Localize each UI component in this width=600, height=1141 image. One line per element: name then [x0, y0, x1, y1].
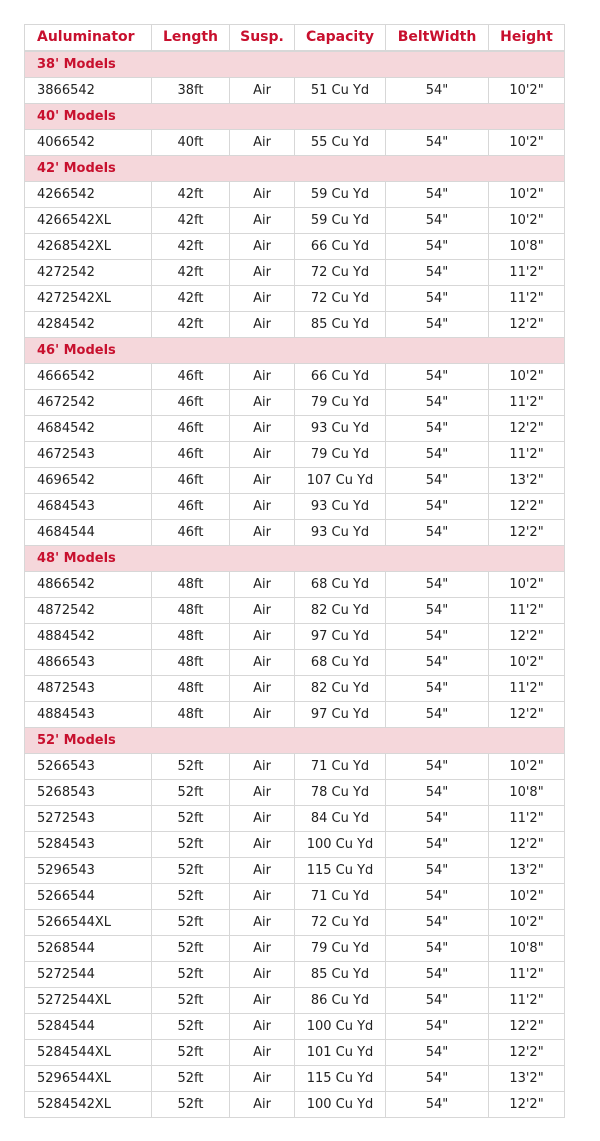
belt-width-cell: 54" [386, 650, 489, 676]
suspension-cell: Air [230, 1092, 295, 1118]
header-length: Length [152, 25, 230, 52]
model-cell: 5284543 [25, 832, 152, 858]
capacity-cell: 107 Cu Yd [295, 468, 386, 494]
belt-width-cell: 54" [386, 624, 489, 650]
belt-width-cell: 54" [386, 988, 489, 1014]
height-cell: 10'8" [489, 780, 565, 806]
height-cell: 11'2" [489, 442, 565, 468]
model-cell: 4272542 [25, 260, 152, 286]
height-cell: 12'2" [489, 832, 565, 858]
model-cell: 4268542XL [25, 234, 152, 260]
belt-width-cell: 54" [386, 78, 489, 104]
capacity-cell: 100 Cu Yd [295, 1014, 386, 1040]
length-cell: 42ft [152, 286, 230, 312]
length-cell: 46ft [152, 494, 230, 520]
table-row [25, 442, 565, 468]
belt-width-cell: 54" [386, 832, 489, 858]
length-cell: 52ft [152, 910, 230, 936]
capacity-cell: 72 Cu Yd [295, 286, 386, 312]
length-cell: 42ft [152, 312, 230, 338]
height-cell: 10'2" [489, 364, 565, 390]
belt-width-cell: 54" [386, 182, 489, 208]
capacity-cell: 115 Cu Yd [295, 858, 386, 884]
table-row [25, 754, 565, 780]
table-row [25, 1014, 565, 1040]
suspension-cell: Air [230, 572, 295, 598]
capacity-cell: 85 Cu Yd [295, 962, 386, 988]
model-cell: 4866543 [25, 650, 152, 676]
length-cell: 38ft [152, 78, 230, 104]
belt-width-cell: 54" [386, 416, 489, 442]
length-cell: 46ft [152, 416, 230, 442]
suspension-cell: Air [230, 260, 295, 286]
suspension-cell: Air [230, 312, 295, 338]
model-cell: 3866542 [25, 78, 152, 104]
height-cell: 12'2" [489, 1040, 565, 1066]
length-cell: 52ft [152, 1066, 230, 1092]
belt-width-cell: 54" [386, 1040, 489, 1066]
table-row [25, 416, 565, 442]
header-belt-width: BeltWidth [386, 25, 489, 52]
table-row [25, 390, 565, 416]
belt-width-cell: 54" [386, 312, 489, 338]
capacity-cell: 97 Cu Yd [295, 624, 386, 650]
model-cell: 4672543 [25, 442, 152, 468]
header-row [25, 25, 565, 52]
height-cell: 11'2" [489, 390, 565, 416]
model-cell: 5266543 [25, 754, 152, 780]
length-cell: 46ft [152, 364, 230, 390]
model-cell: 5284544XL [25, 1040, 152, 1066]
group-title: 46' Models [25, 338, 565, 364]
capacity-cell: 100 Cu Yd [295, 832, 386, 858]
capacity-cell: 84 Cu Yd [295, 806, 386, 832]
group-header-row [25, 51, 565, 78]
model-cell: 4684543 [25, 494, 152, 520]
suspension-cell: Air [230, 780, 295, 806]
length-cell: 52ft [152, 780, 230, 806]
height-cell: 11'2" [489, 806, 565, 832]
table-row [25, 988, 565, 1014]
header-height: Height [489, 25, 565, 52]
length-cell: 46ft [152, 520, 230, 546]
suspension-cell: Air [230, 78, 295, 104]
height-cell: 10'2" [489, 78, 565, 104]
height-cell: 11'2" [489, 676, 565, 702]
table-row [25, 130, 565, 156]
model-cell: 4866542 [25, 572, 152, 598]
suspension-cell: Air [230, 520, 295, 546]
belt-width-cell: 54" [386, 910, 489, 936]
suspension-cell: Air [230, 416, 295, 442]
spec-table-container [24, 24, 564, 1118]
table-row [25, 780, 565, 806]
length-cell: 52ft [152, 988, 230, 1014]
table-row [25, 208, 565, 234]
table-row [25, 702, 565, 728]
header-capacity: Capacity [295, 25, 386, 52]
belt-width-cell: 54" [386, 702, 489, 728]
height-cell: 11'2" [489, 286, 565, 312]
capacity-cell: 66 Cu Yd [295, 364, 386, 390]
belt-width-cell: 54" [386, 936, 489, 962]
model-cell: 5284544 [25, 1014, 152, 1040]
group-title: 42' Models [25, 156, 565, 182]
belt-width-cell: 54" [386, 364, 489, 390]
belt-width-cell: 54" [386, 676, 489, 702]
height-cell: 12'2" [489, 416, 565, 442]
height-cell: 12'2" [489, 494, 565, 520]
suspension-cell: Air [230, 650, 295, 676]
table-row [25, 1066, 565, 1092]
suspension-cell: Air [230, 702, 295, 728]
height-cell: 13'2" [489, 468, 565, 494]
suspension-cell: Air [230, 832, 295, 858]
model-cell: 4872542 [25, 598, 152, 624]
length-cell: 52ft [152, 936, 230, 962]
height-cell: 10'2" [489, 182, 565, 208]
model-cell: 5268544 [25, 936, 152, 962]
length-cell: 46ft [152, 468, 230, 494]
capacity-cell: 82 Cu Yd [295, 598, 386, 624]
height-cell: 10'2" [489, 130, 565, 156]
suspension-cell: Air [230, 182, 295, 208]
table-row [25, 468, 565, 494]
length-cell: 48ft [152, 650, 230, 676]
table-header [25, 25, 565, 52]
model-cell: 5272544XL [25, 988, 152, 1014]
length-cell: 42ft [152, 234, 230, 260]
suspension-cell: Air [230, 806, 295, 832]
table-row [25, 1040, 565, 1066]
belt-width-cell: 54" [386, 754, 489, 780]
table-row [25, 936, 565, 962]
model-cell: 4884543 [25, 702, 152, 728]
height-cell: 10'2" [489, 910, 565, 936]
group-header-row [25, 546, 565, 572]
group-title: 40' Models [25, 104, 565, 130]
height-cell: 12'2" [489, 1092, 565, 1118]
group-header-row [25, 156, 565, 182]
capacity-cell: 97 Cu Yd [295, 702, 386, 728]
capacity-cell: 93 Cu Yd [295, 494, 386, 520]
capacity-cell: 78 Cu Yd [295, 780, 386, 806]
capacity-cell: 72 Cu Yd [295, 910, 386, 936]
belt-width-cell: 54" [386, 234, 489, 260]
table-row [25, 962, 565, 988]
height-cell: 12'2" [489, 1014, 565, 1040]
belt-width-cell: 54" [386, 208, 489, 234]
table-row [25, 832, 565, 858]
table-row [25, 650, 565, 676]
height-cell: 13'2" [489, 858, 565, 884]
height-cell: 11'2" [489, 260, 565, 286]
belt-width-cell: 54" [386, 286, 489, 312]
length-cell: 52ft [152, 884, 230, 910]
height-cell: 10'2" [489, 650, 565, 676]
suspension-cell: Air [230, 884, 295, 910]
capacity-cell: 79 Cu Yd [295, 442, 386, 468]
length-cell: 42ft [152, 182, 230, 208]
length-cell: 52ft [152, 754, 230, 780]
model-cell: 4284542 [25, 312, 152, 338]
suspension-cell: Air [230, 208, 295, 234]
suspension-cell: Air [230, 130, 295, 156]
model-cell: 4672542 [25, 390, 152, 416]
model-cell: 5296544XL [25, 1066, 152, 1092]
length-cell: 52ft [152, 1014, 230, 1040]
length-cell: 48ft [152, 702, 230, 728]
suspension-cell: Air [230, 676, 295, 702]
height-cell: 10'2" [489, 208, 565, 234]
suspension-cell: Air [230, 936, 295, 962]
suspension-cell: Air [230, 962, 295, 988]
length-cell: 52ft [152, 1040, 230, 1066]
suspension-cell: Air [230, 1040, 295, 1066]
capacity-cell: 93 Cu Yd [295, 520, 386, 546]
belt-width-cell: 54" [386, 884, 489, 910]
capacity-cell: 85 Cu Yd [295, 312, 386, 338]
length-cell: 46ft [152, 390, 230, 416]
height-cell: 12'2" [489, 702, 565, 728]
model-cell: 5296543 [25, 858, 152, 884]
model-cell: 4684542 [25, 416, 152, 442]
group-header-row [25, 104, 565, 130]
length-cell: 48ft [152, 676, 230, 702]
model-cell: 5266544 [25, 884, 152, 910]
group-header-row [25, 338, 565, 364]
capacity-cell: 100 Cu Yd [295, 1092, 386, 1118]
capacity-cell: 72 Cu Yd [295, 260, 386, 286]
belt-width-cell: 54" [386, 1014, 489, 1040]
model-cell: 4266542 [25, 182, 152, 208]
belt-width-cell: 54" [386, 572, 489, 598]
height-cell: 10'8" [489, 936, 565, 962]
model-cell: 4872543 [25, 676, 152, 702]
table-row [25, 884, 565, 910]
group-header-row [25, 728, 565, 754]
group-title: 52' Models [25, 728, 565, 754]
table-row [25, 494, 565, 520]
model-cell: 5266544XL [25, 910, 152, 936]
belt-width-cell: 54" [386, 260, 489, 286]
length-cell: 40ft [152, 130, 230, 156]
model-cell: 4066542 [25, 130, 152, 156]
suspension-cell: Air [230, 988, 295, 1014]
belt-width-cell: 54" [386, 806, 489, 832]
capacity-cell: 79 Cu Yd [295, 390, 386, 416]
model-cell: 4884542 [25, 624, 152, 650]
capacity-cell: 66 Cu Yd [295, 234, 386, 260]
height-cell: 12'2" [489, 312, 565, 338]
capacity-cell: 55 Cu Yd [295, 130, 386, 156]
belt-width-cell: 54" [386, 390, 489, 416]
suspension-cell: Air [230, 286, 295, 312]
suspension-cell: Air [230, 858, 295, 884]
capacity-cell: 86 Cu Yd [295, 988, 386, 1014]
model-cell: 4696542 [25, 468, 152, 494]
table-row [25, 234, 565, 260]
height-cell: 10'2" [489, 754, 565, 780]
capacity-cell: 79 Cu Yd [295, 936, 386, 962]
model-cell: 4266542XL [25, 208, 152, 234]
suspension-cell: Air [230, 468, 295, 494]
height-cell: 10'2" [489, 884, 565, 910]
models-spec-table [24, 24, 565, 1118]
suspension-cell: Air [230, 1014, 295, 1040]
capacity-cell: 71 Cu Yd [295, 754, 386, 780]
height-cell: 10'8" [489, 234, 565, 260]
header-suspension: Susp. [230, 25, 295, 52]
length-cell: 52ft [152, 832, 230, 858]
header-auluminator: Auluminator [25, 25, 152, 52]
suspension-cell: Air [230, 442, 295, 468]
height-cell: 12'2" [489, 520, 565, 546]
table-row [25, 182, 565, 208]
belt-width-cell: 54" [386, 468, 489, 494]
height-cell: 12'2" [489, 624, 565, 650]
capacity-cell: 71 Cu Yd [295, 884, 386, 910]
table-row [25, 364, 565, 390]
belt-width-cell: 54" [386, 494, 489, 520]
length-cell: 52ft [152, 962, 230, 988]
suspension-cell: Air [230, 754, 295, 780]
table-row [25, 624, 565, 650]
model-cell: 5272544 [25, 962, 152, 988]
belt-width-cell: 54" [386, 858, 489, 884]
length-cell: 42ft [152, 208, 230, 234]
belt-width-cell: 54" [386, 520, 489, 546]
belt-width-cell: 54" [386, 780, 489, 806]
capacity-cell: 68 Cu Yd [295, 572, 386, 598]
table-row [25, 598, 565, 624]
height-cell: 11'2" [489, 988, 565, 1014]
suspension-cell: Air [230, 624, 295, 650]
table-row [25, 910, 565, 936]
suspension-cell: Air [230, 1066, 295, 1092]
model-cell: 5268543 [25, 780, 152, 806]
suspension-cell: Air [230, 598, 295, 624]
table-row [25, 1092, 565, 1118]
model-cell: 4666542 [25, 364, 152, 390]
length-cell: 52ft [152, 1092, 230, 1118]
group-title: 38' Models [25, 51, 565, 78]
belt-width-cell: 54" [386, 1066, 489, 1092]
table-row [25, 572, 565, 598]
model-cell: 5272543 [25, 806, 152, 832]
length-cell: 52ft [152, 806, 230, 832]
table-row [25, 520, 565, 546]
suspension-cell: Air [230, 234, 295, 260]
table-row [25, 858, 565, 884]
table-row [25, 312, 565, 338]
capacity-cell: 115 Cu Yd [295, 1066, 386, 1092]
capacity-cell: 93 Cu Yd [295, 416, 386, 442]
belt-width-cell: 54" [386, 130, 489, 156]
capacity-cell: 68 Cu Yd [295, 650, 386, 676]
table-row [25, 78, 565, 104]
suspension-cell: Air [230, 390, 295, 416]
length-cell: 48ft [152, 572, 230, 598]
table-row [25, 806, 565, 832]
length-cell: 52ft [152, 858, 230, 884]
length-cell: 48ft [152, 624, 230, 650]
capacity-cell: 51 Cu Yd [295, 78, 386, 104]
table-row [25, 676, 565, 702]
belt-width-cell: 54" [386, 962, 489, 988]
capacity-cell: 82 Cu Yd [295, 676, 386, 702]
suspension-cell: Air [230, 364, 295, 390]
belt-width-cell: 54" [386, 1092, 489, 1118]
model-cell: 5284542XL [25, 1092, 152, 1118]
capacity-cell: 59 Cu Yd [295, 208, 386, 234]
belt-width-cell: 54" [386, 442, 489, 468]
height-cell: 11'2" [489, 598, 565, 624]
group-title: 48' Models [25, 546, 565, 572]
suspension-cell: Air [230, 494, 295, 520]
model-cell: 4684544 [25, 520, 152, 546]
suspension-cell: Air [230, 910, 295, 936]
length-cell: 48ft [152, 598, 230, 624]
table-body [25, 51, 565, 1118]
belt-width-cell: 54" [386, 598, 489, 624]
table-row [25, 260, 565, 286]
height-cell: 13'2" [489, 1066, 565, 1092]
capacity-cell: 101 Cu Yd [295, 1040, 386, 1066]
height-cell: 10'2" [489, 572, 565, 598]
model-cell: 4272542XL [25, 286, 152, 312]
height-cell: 11'2" [489, 962, 565, 988]
table-row [25, 286, 565, 312]
length-cell: 42ft [152, 260, 230, 286]
capacity-cell: 59 Cu Yd [295, 182, 386, 208]
length-cell: 46ft [152, 442, 230, 468]
